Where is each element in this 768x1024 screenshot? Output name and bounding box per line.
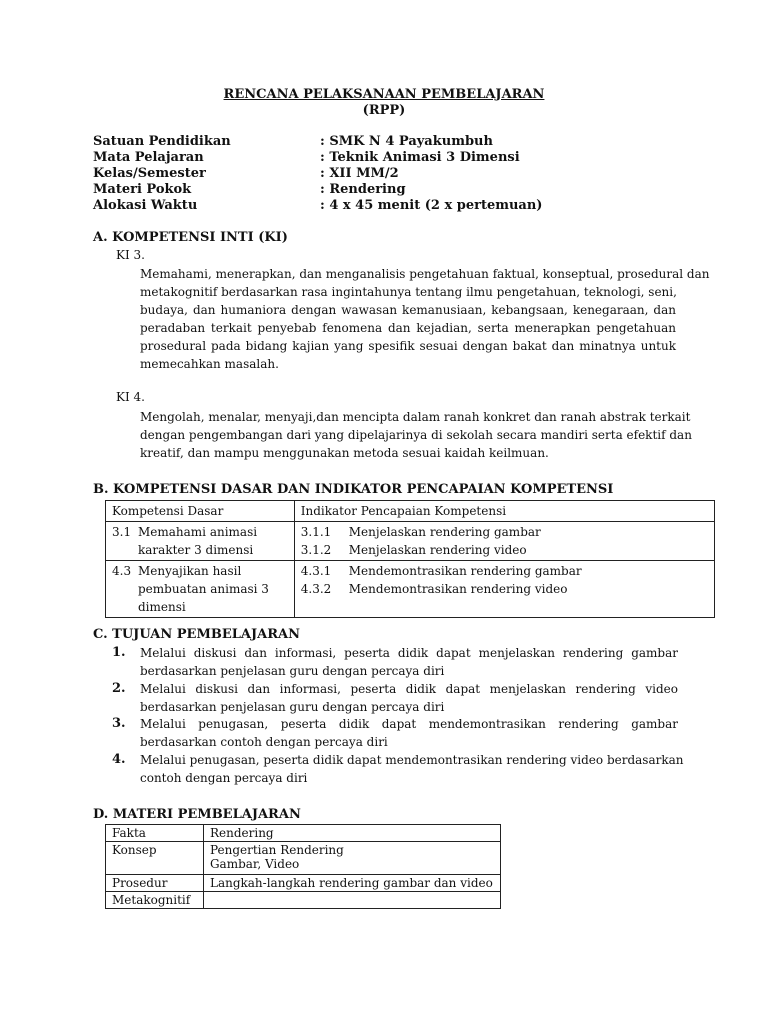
identity-value: : Rendering xyxy=(320,182,406,197)
indicator-number: 4.3.1 xyxy=(300,564,332,578)
kd-text: karakter 3 dimensi xyxy=(138,543,254,557)
indicator-text: Mendemontrasikan rendering video xyxy=(348,582,568,596)
paragraph-line: prosedural pada bidang kajian yang spesifik sesuai dengan bakat dan minatnya untuk xyxy=(140,339,676,353)
paragraph-line: Mengolah, menalar, menyaji,dan mencipta dalam ranah konkret dan ranah abstrak terkait xyxy=(140,410,691,424)
table-header-cell: Kompetensi Dasar xyxy=(106,501,295,522)
objective-line: Melalui penugasan, peserta didik dapat mendemontrasikan rendering video berdasarkan xyxy=(140,753,684,767)
objective-item xyxy=(140,751,684,787)
kd-number: 3.1 xyxy=(112,525,132,539)
identity-value: : 4 x 45 menit (2 x pertemuan) xyxy=(320,198,543,213)
indicator-number: 4.3.2 xyxy=(300,582,332,596)
objective-item xyxy=(140,644,678,680)
ki3-label: KI 3. xyxy=(116,248,145,262)
table-row xyxy=(106,892,501,909)
materi-value xyxy=(203,892,500,909)
objective-number: 2. xyxy=(112,681,126,696)
indicator-number: 3.1.2 xyxy=(300,543,332,557)
doc-title: RENCANA PELAKSANAAN PEMBELAJARAN xyxy=(223,87,545,102)
materi-label: Konsep xyxy=(106,842,204,875)
section-a-heading: A. KOMPETENSI INTI (KI) xyxy=(93,230,288,245)
ki4-label: KI 4. xyxy=(116,390,145,404)
materi-value: Pengertian Rendering xyxy=(209,843,344,857)
objective-line: contoh dengan percaya diri xyxy=(140,771,308,785)
table-row xyxy=(106,561,715,618)
table-header-row xyxy=(106,501,715,522)
objective-line: berdasarkan penjelasan guru dengan percaya diri xyxy=(140,664,445,678)
kd-text: pembuatan animasi 3 xyxy=(138,582,269,596)
indicator-cell xyxy=(294,522,714,561)
section-b-heading: B. KOMPETENSI DASAR DAN INDIKATOR PENCAPAIAN KOMPETENSI xyxy=(93,482,614,497)
paragraph-line: kreatif, dan mampu menggunakan metoda sesuai kaidah keilmuan. xyxy=(140,446,549,460)
identity-label: Kelas/Semester xyxy=(93,166,206,181)
objective-line: Melalui diskusi dan informasi, peserta didik dapat menjelaskan rendering gambar xyxy=(140,646,678,660)
identity-label: Alokasi Waktu xyxy=(93,198,198,213)
materi-value: Rendering xyxy=(203,825,500,842)
table-row xyxy=(106,522,715,561)
materi-label: Prosedur xyxy=(106,875,204,892)
kd-cell xyxy=(106,561,295,618)
table-header-cell: Indikator Pencapaian Kompetensi xyxy=(294,501,714,522)
identity-label: Satuan Pendidikan xyxy=(93,134,231,149)
indicator-cell xyxy=(294,561,714,618)
paragraph-line: dengan pengembangan dari yang dipelajarinya di sekolah secara mandiri serta efektif dan xyxy=(140,428,692,442)
identity-value: : SMK N 4 Payakumbuh xyxy=(320,134,493,149)
paragraph-line: budaya, dan humaniora dengan wawasan kemanusiaan, kebangsaan, kenegaraan, dan xyxy=(140,303,676,317)
ki4-paragraph xyxy=(140,408,692,462)
table-row xyxy=(106,842,501,875)
indicator-text: Menjelaskan rendering video xyxy=(348,543,527,557)
materi-label: Metakognitif xyxy=(106,892,204,909)
objective-line: berdasarkan penjelasan guru dengan percaya diri xyxy=(140,700,445,714)
identity-value: : Teknik Animasi 3 Dimensi xyxy=(320,150,520,165)
indicator-text: Menjelaskan rendering gambar xyxy=(348,525,541,539)
indicator-number: 3.1.1 xyxy=(300,525,332,539)
identity-label: Mata Pelajaran xyxy=(93,150,204,165)
objective-item xyxy=(140,715,678,751)
materi-table xyxy=(105,824,501,909)
paragraph-line: memecahkan masalah. xyxy=(140,357,279,371)
objective-line: Melalui penugasan, peserta didik dapat mendemontrasikan rendering gambar xyxy=(140,717,678,731)
objective-number: 1. xyxy=(112,645,126,660)
kd-cell xyxy=(106,522,295,561)
paragraph-line: Memahami, menerapkan, dan menganalisis pengetahuan faktual, konseptual, prosedural dan xyxy=(140,267,710,281)
ki3-paragraph xyxy=(140,265,710,373)
objective-number: 3. xyxy=(112,716,126,731)
kd-text: Memahami animasi xyxy=(138,525,258,539)
objective-line: Melalui diskusi dan informasi, peserta didik dapat menjelaskan rendering video xyxy=(140,682,678,696)
paragraph-line: metakognitif berdasarkan rasa ingintahunya tentang ilmu pengetahuan, teknologi, seni, xyxy=(140,285,677,299)
materi-value: Langkah-langkah rendering gambar dan video xyxy=(203,875,500,892)
section-d-heading: D. MATERI PEMBELAJARAN xyxy=(93,807,301,822)
kd-text: Menyajikan hasil xyxy=(138,564,242,578)
materi-label: Fakta xyxy=(106,825,204,842)
indicator-text: Mendemontrasikan rendering gambar xyxy=(348,564,582,578)
identity-label: Materi Pokok xyxy=(93,182,192,197)
table-row xyxy=(106,825,501,842)
materi-value: Gambar, Video xyxy=(209,857,300,871)
kd-text: dimensi xyxy=(138,600,186,614)
objective-item xyxy=(140,680,678,716)
table-row xyxy=(106,875,501,892)
identity-value: : XII MM/2 xyxy=(320,166,399,181)
materi-value-cell xyxy=(203,842,500,875)
kompetensi-table xyxy=(105,500,715,618)
section-c-heading: C. TUJUAN PEMBELAJARAN xyxy=(93,627,300,642)
paragraph-line: peradaban terkait penyebab fenomena dan kejadian, serta menerapkan pengetahuan xyxy=(140,321,676,335)
doc-subtitle: (RPP) xyxy=(362,103,406,118)
kd-number: 4.3 xyxy=(112,564,132,578)
objective-line: berdasarkan contoh dengan percaya diri xyxy=(140,735,388,749)
objective-number: 4. xyxy=(112,752,126,767)
